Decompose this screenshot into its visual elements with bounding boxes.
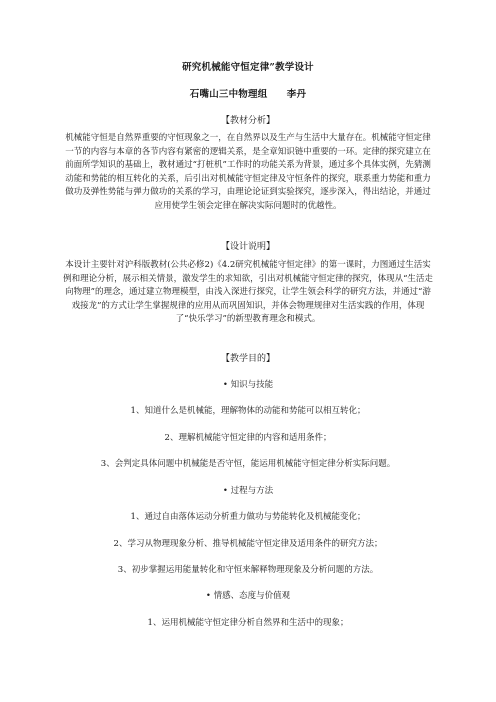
goal-item: 2、学习从物理现象分析、推导机械能守恒定律及适用条件的研究方法； [113, 539, 383, 549]
goal-group-attitude: • 情感、态度与价值观 [205, 591, 291, 601]
goal-group-process: • 过程与方法 [222, 486, 274, 496]
author-line: 石嘴山三中物理组 李丹 [189, 89, 307, 100]
goal-item: 1、通过自由落体运动分析重力做功与势能转化及机械能变化； [130, 512, 366, 522]
goal-item: 1、运用机械能守恒定律分析自然界和生活中的现象； [147, 618, 349, 628]
goal-item: 2、理解机械能守恒定律的内容和适用条件； [164, 433, 332, 443]
section-heading-goals: 【教学目的】 [220, 354, 275, 364]
document-title: 研究机械能守恒定律”教学设计 [182, 62, 314, 73]
goal-item: 1、知道什么是机械能，理解物体的动能和势能可以相互转化； [130, 406, 366, 416]
section-heading-analysis: 【教材分析】 [220, 116, 275, 126]
design-paragraph: 本设计主要针对沪科版教材(公共必修2)《4.2研究机械能守恒定律》的第一课时，力图通过生活实例和理论分析，展示相关情景，激发学生的求知欲，引出对机械能守恒定律的探究，体现从“生活走向物理”的理念，通过建立物理模型，由浅入深进行探究，让学生领会科学的研究方法，并通过“游戏接龙”的方式让学生掌握规律的应用从而巩固知识，并体会物理规律对生活实践的作用，体现了“快乐学习”的新型教育理念和模式。 [63, 260, 433, 325]
section-heading-design: 【设计说明】 [220, 242, 275, 252]
analysis-paragraph: 机械能守恒是自然界重要的守恒现象之一，在自然界以及生产与生活中大量存在。机械能守恒定律一节的内容与本章的各节内容有紧密的逻辑关系，是全章知识链中重要的一环。定律的探究建立在前面所学知识的基础上，教材通过“打桩机”工作时的功能关系为背景，通过多个具体实例，先猜测动能和势能的相互转化的关系，后引出对机械能守恒定律及守恒条件的探究，联系重力势能和重力做功及弹性势能与弹力做功的关系的学习，由理论论证到实验探究，逐步深入，得出结论，并通过应用使学生领会定律在解决实际问题时的优越性。 [65, 133, 431, 211]
goal-group-knowledge: • 知识与技能 [222, 380, 274, 390]
goal-item: 3、会判定具体问题中机械能是否守恒，能运用机械能守恒定律分析实际问题。 [100, 459, 396, 469]
goal-item: 3、初步掌握运用能量转化和守恒来解释物理现象及分析问题的方法。 [117, 565, 379, 575]
